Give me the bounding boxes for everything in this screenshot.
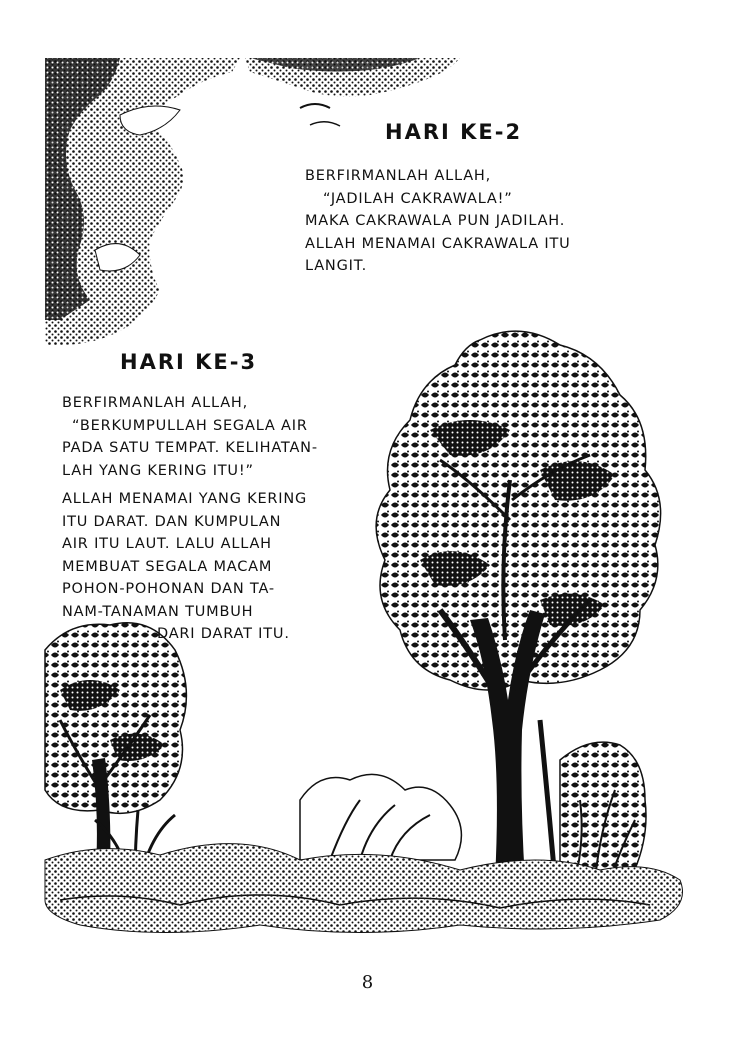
day3-line: BERFIRMANLAH ALLAH, <box>62 395 249 411</box>
day3-line: ITU DARAT. DAN KUMPULAN <box>62 513 282 530</box>
day3-line: NAM-TANAMAN TUMBUH <box>62 603 254 620</box>
day3-heading: HARI KE-3 <box>120 350 258 374</box>
day2-line: MAKA CAKRAWALA PUN JADILAH. <box>305 213 566 229</box>
day2-line: “JADILAH CAKRAWALA!” <box>323 190 513 207</box>
page-number: 8 <box>361 972 374 993</box>
day2-line: LANGIT. <box>305 258 368 274</box>
day2-line: ALLAH MENAMAI CAKRAWALA ITU <box>305 235 571 252</box>
day3-line: MEMBUAT SEGALA MACAM <box>62 558 273 575</box>
clouds-left <box>45 58 240 345</box>
day3-line: PADA SATU TEMPAT. KELIHATAN- <box>62 440 318 456</box>
clouds-top <box>245 58 460 126</box>
day3-line: LAH YANG KERING ITU!” <box>62 462 254 479</box>
day2-text <box>305 165 571 278</box>
day3-line: POHON-POHONAN DAN TA- <box>62 581 275 597</box>
day3-line: AIR ITU LAUT. LALU ALLAH <box>62 536 272 552</box>
day3-line: “BERKUMPULLAH SEGALA AIR <box>72 417 308 434</box>
day3-text <box>62 392 318 646</box>
day2-heading: HARI KE-2 <box>385 120 523 144</box>
day2-line: BERFIRMANLAH ALLAH, <box>305 168 492 184</box>
day3-line: DARI DARAT ITU. <box>157 626 290 642</box>
day3-line: ALLAH MENAMAI YANG KERING <box>62 491 308 507</box>
